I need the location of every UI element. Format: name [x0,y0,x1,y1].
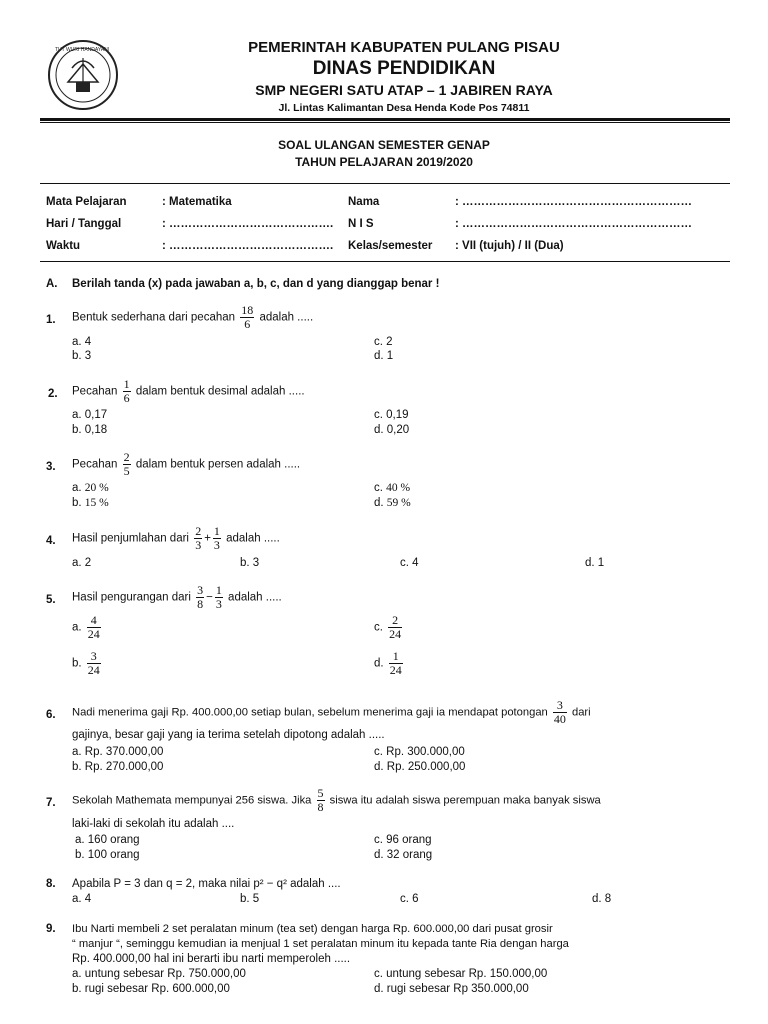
q5-c-numerator: 2 [388,614,402,628]
q3-numerator: 2 [123,450,130,464]
day-label: Hari / Tanggal [46,218,122,230]
header-line-1: PEMERINTAH KABUPATEN PULANG PISAU [248,39,560,56]
info-bottom-rule [40,261,730,262]
q5-a-numerator: 4 [87,614,101,628]
q5-option-a[interactable] [72,614,103,641]
q7-question-line-2: laki-laki di sekolah itu adalah .... [72,818,235,830]
q6-text-pre: Nadi menerima gaji Rp. 400.000,00 setiap bulan, sebelum menerima gaji ia mendapat potongan [72,706,548,719]
q2-denominator: 6 [123,391,130,405]
q4-option-c[interactable]: c. 4 [400,557,419,569]
q2-text-post: dalam bentuk desimal adalah ..... [135,385,305,398]
q9-option-a[interactable]: a. untung sebesar Rp. 750.000,00 [72,968,246,980]
exam-year: TAHUN PELAJARAN 2019/2020 [295,155,473,169]
q5-option-b-letter: b. [72,657,82,670]
q1-numerator: 18 [241,303,254,317]
q9-option-d[interactable]: d. rugi sebesar Rp 350.000,00 [374,983,529,995]
q5-option-d-letter: d. [374,657,384,670]
q5-question [72,584,282,611]
q5-a-denominator: 24 [87,627,100,641]
q4-text-post: adalah ..... [226,532,280,545]
q6-numerator: 3 [553,699,567,713]
q3-text-post: dalam bentuk persen adalah ..... [135,458,301,471]
q6-option-c[interactable]: c. Rp. 300.000,00 [374,746,465,758]
q9-number: 9. [46,923,56,935]
q4-text-pre: Hasil penjumlahan dari [72,532,189,545]
q5-c-denominator: 24 [389,627,402,641]
logo-text: TUT WURI HANDAYANI [55,47,110,53]
q3-option-c[interactable] [374,482,410,494]
q5-b-denominator: 24 [87,663,100,677]
q2-number: 2. [48,388,58,400]
q4-f1-numerator: 2 [195,524,202,538]
q9-option-b[interactable]: b. rugi sebesar Rp. 600.000,00 [72,983,230,995]
header-address: Jl. Lintas Kalimantan Desa Henda Kode Pos 74811 [278,102,530,114]
name-value: : …………………………………………………… [455,196,693,208]
q2-question [72,378,305,405]
q8-option-d[interactable]: d. 8 [592,893,612,905]
q3-option-b-value: 15 % [84,497,109,509]
q1-text-post: adalah ..... [259,311,314,324]
q8-number: 8. [46,878,56,890]
q7-numerator: 5 [317,786,324,800]
class-value: : VII (tujuh) / II (Dua) [455,240,564,252]
class-label: Kelas/semester [348,240,433,252]
q3-number: 3. [46,461,56,473]
q3-fraction [123,451,131,478]
q6-option-a[interactable]: a. Rp. 370.000,00 [72,746,164,758]
q5-fraction-2 [215,584,223,611]
q5-option-c-letter: c. [374,621,383,634]
q8-option-a[interactable]: a. 4 [72,893,92,905]
name-label: Nama [348,196,380,208]
q6-text-post: dari [571,706,591,719]
q9-option-c[interactable]: c. untung sebesar Rp. 150.000,00 [374,968,548,980]
q7-option-d[interactable]: d. 32 orang [374,849,433,861]
q6-option-d[interactable]: d. Rp. 250.000,00 [374,761,466,773]
q5-option-c-fraction [388,614,402,641]
info-top-rule [40,183,730,184]
q3-option-d[interactable] [374,497,411,509]
q5-option-d-fraction [389,650,403,677]
header-divider-thick [40,118,730,121]
q5-f1-denominator: 8 [197,597,204,611]
q2-option-d[interactable]: d. 0,20 [374,424,410,436]
q5-d-denominator: 24 [389,663,402,677]
q4-option-a[interactable]: a. 2 [72,557,92,569]
q5-option-c[interactable] [374,614,404,641]
q3-option-a-value: 20 % [84,482,109,494]
q6-question [72,699,591,726]
q5-d-numerator: 1 [389,650,403,664]
q7-text-post: siswa itu adalah siswa perempuan maka banyak siswa [329,794,601,807]
q7-question [72,787,601,814]
q5-option-a-fraction [87,614,101,641]
day-value: : ……………………………………. [162,218,334,230]
q5-fraction-1 [196,584,204,611]
q6-number: 6. [46,709,56,721]
q2-option-a[interactable]: a. 0,17 [72,409,108,421]
q5-f2-denominator: 3 [215,597,222,611]
q5-number: 5. [46,594,56,606]
q7-option-b[interactable]: b. 100 orang [75,849,140,861]
q4-fraction-1 [194,525,202,552]
q2-fraction [123,378,131,405]
q7-fraction [317,787,325,814]
q1-option-d[interactable]: d. 1 [374,350,394,362]
q4-f2-numerator: 1 [213,524,220,538]
q2-option-b[interactable]: b. 0,18 [72,424,108,436]
q3-option-a-letter: a. [72,482,82,494]
q2-option-c[interactable]: c. 0,19 [374,409,409,421]
subject-value: : Matematika [162,196,232,208]
q6-option-b[interactable]: b. Rp. 270.000,00 [72,761,164,773]
q5-text-pre: Hasil pengurangan dari [72,591,191,604]
q5-option-b[interactable] [72,650,103,677]
q7-option-c[interactable]: c. 96 orang [374,834,432,846]
q4-f1-denominator: 3 [195,538,202,552]
q4-number: 4. [46,535,56,547]
q2-text-pre: Pecahan [72,385,118,398]
q8-option-b[interactable]: b. 5 [240,893,260,905]
q2-numerator: 1 [123,377,130,391]
q4-question [72,525,280,552]
q5-text-post: adalah ..... [228,591,282,604]
q5-option-a-letter: a. [72,621,82,634]
q5-option-d[interactable] [374,650,405,677]
q9-question-line-1: Ibu Narti membeli 2 set peralatan minum (tea set) dengan harga Rp. 600.000,00 dari pusat grosir [72,923,553,935]
q1-denominator: 6 [244,317,251,331]
q4-f2-denominator: 3 [213,538,220,552]
q9-question-line-3: Rp. 400.000,00 hal ini berarti ibu narti memperoleh ..... [72,953,351,965]
q3-denominator: 5 [123,464,130,478]
q3-option-a[interactable] [72,482,109,494]
section-instruction: Berilah tanda (x) pada jawaban a, b, c, dan d yang dianggap benar ! [72,278,440,290]
exam-title: SOAL ULANGAN SEMESTER GENAP [278,138,490,152]
q3-option-d-letter: d. [374,497,384,509]
q1-question [72,304,313,331]
q3-text-pre: Pecahan [72,458,118,471]
section-letter: A. [46,278,58,290]
nis-label: N I S [348,218,374,230]
q4-option-d[interactable]: d. 1 [585,557,605,569]
time-label: Waktu [46,240,81,252]
q8-question: Apabila P = 3 dan q = 2, maka nilai p² − q² adalah .... [72,878,341,890]
q3-question [72,451,300,478]
q1-fraction [240,304,254,331]
q1-option-b[interactable]: b. 3 [72,350,92,362]
q5-b-numerator: 3 [87,650,101,664]
q7-option-a[interactable]: a. 160 orang [75,834,140,846]
q9-question-line-2: “ manjur “, seminggu kemudian ia menjual 1 set peralatan minum itu kepada tante Ria dengan harga [72,938,569,950]
q1-text-pre: Bentuk sederhana dari pecahan [72,311,236,324]
q7-denominator: 8 [317,800,324,814]
q4-option-b[interactable]: b. 3 [240,557,260,569]
nis-value: : …………………………………………………… [455,218,693,230]
q8-option-c[interactable]: c. 6 [400,893,419,905]
header-divider-thin [40,122,730,123]
q1-number: 1. [46,314,56,326]
q3-option-c-letter: c. [374,482,383,494]
q3-option-b-letter: b. [72,497,82,509]
q7-text-pre: Sekolah Mathemata mempunyai 256 siswa. Jika [72,794,312,807]
q5-f1-numerator: 3 [197,583,204,597]
q6-fraction [553,699,567,726]
q7-number: 7. [46,797,56,809]
header-line-2: DINAS PENDIDIKAN [312,58,496,79]
subject-label: Mata Pelajaran [46,196,127,208]
q1-option-c[interactable]: c. 2 [374,336,393,348]
q5-option-b-fraction [87,650,101,677]
q3-option-c-value: 40 % [386,482,411,494]
q5-operator: − [206,591,213,604]
q5-f2-numerator: 1 [215,583,222,597]
q1-option-a[interactable]: a. 4 [72,336,92,348]
q6-denominator: 40 [553,712,566,726]
time-value: : ……………………………………. [162,240,334,252]
q3-option-d-value: 59 % [386,497,411,509]
q4-operator: + [204,532,211,545]
header-line-3: SMP NEGERI SATU ATAP – 1 JABIREN RAYA [255,82,553,98]
q6-question-line-2: gajinya, besar gaji yang ia terima setelah dipotong adalah ..... [72,729,385,741]
q3-option-b[interactable] [72,497,109,509]
q4-fraction-2 [213,525,221,552]
